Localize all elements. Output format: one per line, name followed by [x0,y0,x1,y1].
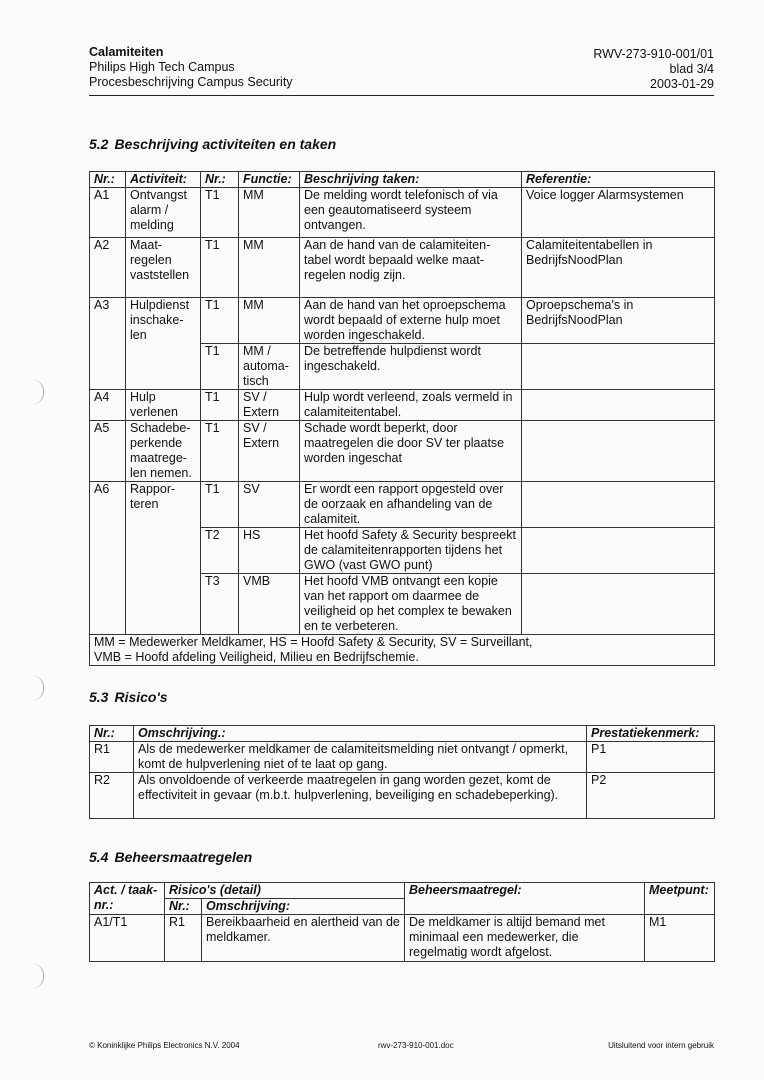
table-row: A1/T1 R1 Bereikbaarheid en alertheid van de meldkamer. De meldkamer is altijd bemand met minimaal een medewerker, die regelmatig wordt afgelost. M1 [90,915,715,962]
abbreviation-legend-line: MM = Medewerker Meldkamer, HS = Hoofd Safety & Security, SV = Surveillant, [94,635,533,649]
table-row: T3 VMB Het hoofd VMB ontvangt een kopie van het rapport om daarmee de veiligheid op het complex te bewaken en te verbeteren. [90,574,715,635]
header-page: blad 3/4 [669,62,714,76]
col-header: Referentie: [522,172,715,188]
section-heading-5-3: 5.3 Risico's [89,689,168,705]
header-subtitle: Procesbeschrijving Campus Security [89,75,293,89]
table-row: A5 Schadebe-perkende maatrege-len nemen. T1 SV / Extern Schade wordt beperkt, door maatregelen die door SV ter plaatse worden ingeschat [90,421,715,482]
section-heading-5-4: 5.4 Beheersmaatregelen [89,849,253,865]
punch-hole-mark [33,676,44,700]
footer-classification: Uitsluitend voor intern gebruik [608,1041,714,1050]
header-docnr: RWV-273-910-001/01 [593,47,714,61]
header-organisation: Philips High Tech Campus [89,60,235,74]
punch-hole-mark [33,380,44,404]
col-header: Omschrijving: [202,899,405,915]
col-header: Nr.: [201,172,239,188]
table-row: A1 Ontvangst alarm / melding T1 MM De melding wordt telefonisch of via een geautomatiseerd systeem ontvangen. Voice logger Alarmsystemen [90,188,715,238]
table-header-row [90,172,715,188]
col-header: Beheersmaatregel: [405,883,645,915]
col-header: Beschrijving taken: [300,172,522,188]
col-header: Functie: [239,172,300,188]
document-header-right [593,47,714,92]
control-measures-table [89,882,715,962]
col-header: Omschrijving.: [134,726,587,742]
footer-copyright: © Koninklijke Philips Electronics N.V. 2004 [89,1041,240,1050]
header-date: 2003-01-29 [650,77,714,91]
abbreviation-legend-row [90,635,715,666]
table-row: T1 MM / automa-tisch De betreffende hulpdienst wordt ingeschakeld. [90,344,715,390]
abbreviation-legend-line: VMB = Hoofd afdeling Veiligheid, Milieu en Bedrijfschemie. [94,650,419,664]
table-header-row [90,726,715,742]
table-row: T2 HS Het hoofd Safety & Security bespreekt de calamiteitenrapporten tijdens het GWO (vast GWO punt) [90,528,715,574]
col-header: Act. / taak-nr.: [90,883,165,915]
col-header: Risico's (detail) [165,883,405,899]
header-divider [89,95,714,96]
risks-table [89,725,715,819]
col-header: Prestatiekenmerk: [587,726,715,742]
col-header: Nr.: [90,726,134,742]
section-heading-5-2: 5.2 Beschrijving activiteiten en taken [89,136,337,152]
col-header: Activiteit: [126,172,201,188]
table-row: A3 Hulpdienst inschake-len T1 MM Aan de hand van het oproepschema wordt bepaald of externe hulp moet worden ingeschakeld. Oproepschema's in BedrijfsNoodPlan [90,298,715,344]
table-row: R1 Als de medewerker meldkamer de calamiteitsmelding niet ontvangt / opmerkt, komt de hulpverlening niet of te laat op gang. P1 [90,742,715,773]
header-title: Calamiteiten [89,45,164,59]
document-header-left [89,45,293,90]
punch-hole-mark [33,964,44,988]
col-header: Nr.: [165,899,202,915]
table-row: A4 Hulp verlenen T1 SV / Extern Hulp wordt verleend, zoals vermeld in calamiteitentabel. [90,390,715,421]
activities-table [89,171,715,666]
col-header: Nr.: [90,172,126,188]
footer-filename: rwv-273-910-001.doc [378,1041,454,1050]
table-row: A2 Maat-regelen vaststellen T1 MM Aan de hand van de calamiteiten-tabel wordt bepaald welke maat-regelen nodig zijn. Calamiteitentabellen in BedrijfsNoodPlan [90,238,715,298]
table-row: R2 Als onvoldoende of verkeerde maatregelen in gang worden gezet, komt de effectiviteit in gevaar (m.b.t. hulpverlening, beveiliging en schadebeperking). P2 [90,773,715,819]
table-row: A6 Rappor-teren T1 SV Er wordt een rapport opgesteld over de oorzaak en afhandeling van de calamiteit. [90,482,715,528]
col-header: Meetpunt: [645,883,715,915]
table-header-row [90,883,715,899]
